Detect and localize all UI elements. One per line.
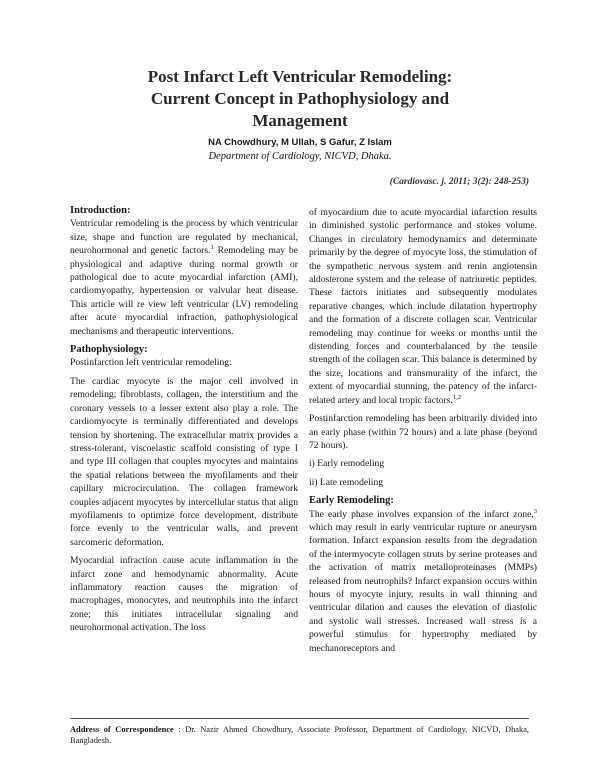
introduction-paragraph: Ventricular remodeling is the process by which ventricular size, shape and function are regulated by mechanical, neurohormonal and genetic factors.$^1$ Remodeling may be physiological and adaptive during normal growth or pathological due to acute myocardial infarction (AMI), cardiomyopathy, hypertension or valvular heat disease. This article will re view left ventricular (LV) remodeling after acute myocardial infraction, pathophysiological mechanisms and therapeutic interventions. [70,218,298,337]
correspondence-text: : Dr. Nazir Ahmed Chowdhury, Associate Professor, Department of Cardiology, NICVD, Dhaka, Bangladesh. [70,725,530,745]
reference-marker: 1,2 [452,393,461,401]
pathophysiology-paragraph-2-continued: of myocardium due to acute myocardial infarction results in diminished systolic performance and stokes volume. Changes in circulatory hemodynamics and determinate primarily by the degree of myocyte loss, the stimulation of the sympathetic nervous system and renin angiotensin aldosterone system and the release of natriuretic peptides. These factors initiates and subsequently modulates reparative changes, which include dilatation hypertrophy and the formation of a discrete collagen scar. Ventricular remodeling may continue for weeks or months until the distending forces and counterbalanced by the tensile strength of the collagen scar. This balance is determined by the size, locations and transmurality of the infarct, the extent of myocardial stunning, the patency of the infarct-related artery and local tropic factors.$^{1,2}$ [309,207,537,406]
introduction-heading: Introduction: [70,205,131,216]
early-remodeling-paragraph: The early phase involves expansion of the infarct zone,$^3$ which may result in early ventricular rupture or aneurysm formation. Infarct expansion results from the degradation of the intermyocyte collagen struts by serine proteases and the activation of matrix metalloproteinases (MMPs) released from neutrophils? Infarct expansion occurs within hours of myocyte injury, results in wall thinning and ventricular dilation and causes the elevation of diastolic and systolic wall stresses. Increased wall stress is a powerful stimulus for hypertrophy mediated by mechanoreceptors and [309,507,537,654]
phase-item-early: i) Early remodeling [309,458,385,470]
footer-divider [70,718,529,719]
pathophysiology-subheading: Postinfarction left ventricular remodeling: [70,357,232,369]
affiliation: Department of Cardiology, NICVD, Dhaka. [208,151,392,162]
left-column [70,204,298,635]
title-line-1: Post Infarct Left Ventricular Remodeling: [147,67,453,86]
citation: (Cardiovasc. j. 2011; 3(2): 248-253) [389,177,529,187]
phase-item-late: ii) Late remodeling [309,476,384,488]
pathophysiology-paragraph-3: Postinfarction remodeling has been arbitrarily divided into an early phase (within 72 hours) and a late phase (beyond 72 hours). [309,413,537,451]
title-line-3: Management [252,111,348,130]
author-list: NA Chowdhury, M Ullah, S Gafur, Z Islam [208,137,392,148]
pathophysiology-heading: Pathophysiology: [70,344,148,356]
pathophysiology-paragraph-2: Myocardial infraction cause acute inflammation in the infarct zone and hemodynamic abnormality. Acute inflammatory reaction causes the migration of macrophages, monocytes, and neutrophils into the infarct zone; this initiates intracellular signaling and neurohormonal activation. The loss [70,555,298,634]
reference-marker: 3 [533,507,537,515]
early-remodeling-heading: Early Remodeling: [309,495,394,507]
title-line-2: Current Concept in Pathophysiology and [150,89,450,108]
right-column [309,206,537,655]
article-title [40,66,560,132]
correspondence-label: Address of Correspondence [70,725,174,734]
reference-marker: 1 [210,244,214,252]
correspondence-footer [70,724,529,746]
pathophysiology-paragraph-1: The cardiac myocyte is the major cell involved in remodeling; fibroblasts, collagen, the interstitium and the coronary vessels to a lesser extent also play a role. The cardiomyocyte is terminally differentiated and develops tension by shortening. The extracellular matrix provides a stress-tolerant, viscoelastic scaffold consisting of type I and type III collagen that couples myocytes and maintains the spatial relations between the myofilaments and their capillary microcirculation. The collagen framework couples adjacent myocytes by intercellular status that align myofilaments to optimize force development, distribute force evenly to the ventricular walls, and prevent sarcomeric deformation. [70,375,298,548]
